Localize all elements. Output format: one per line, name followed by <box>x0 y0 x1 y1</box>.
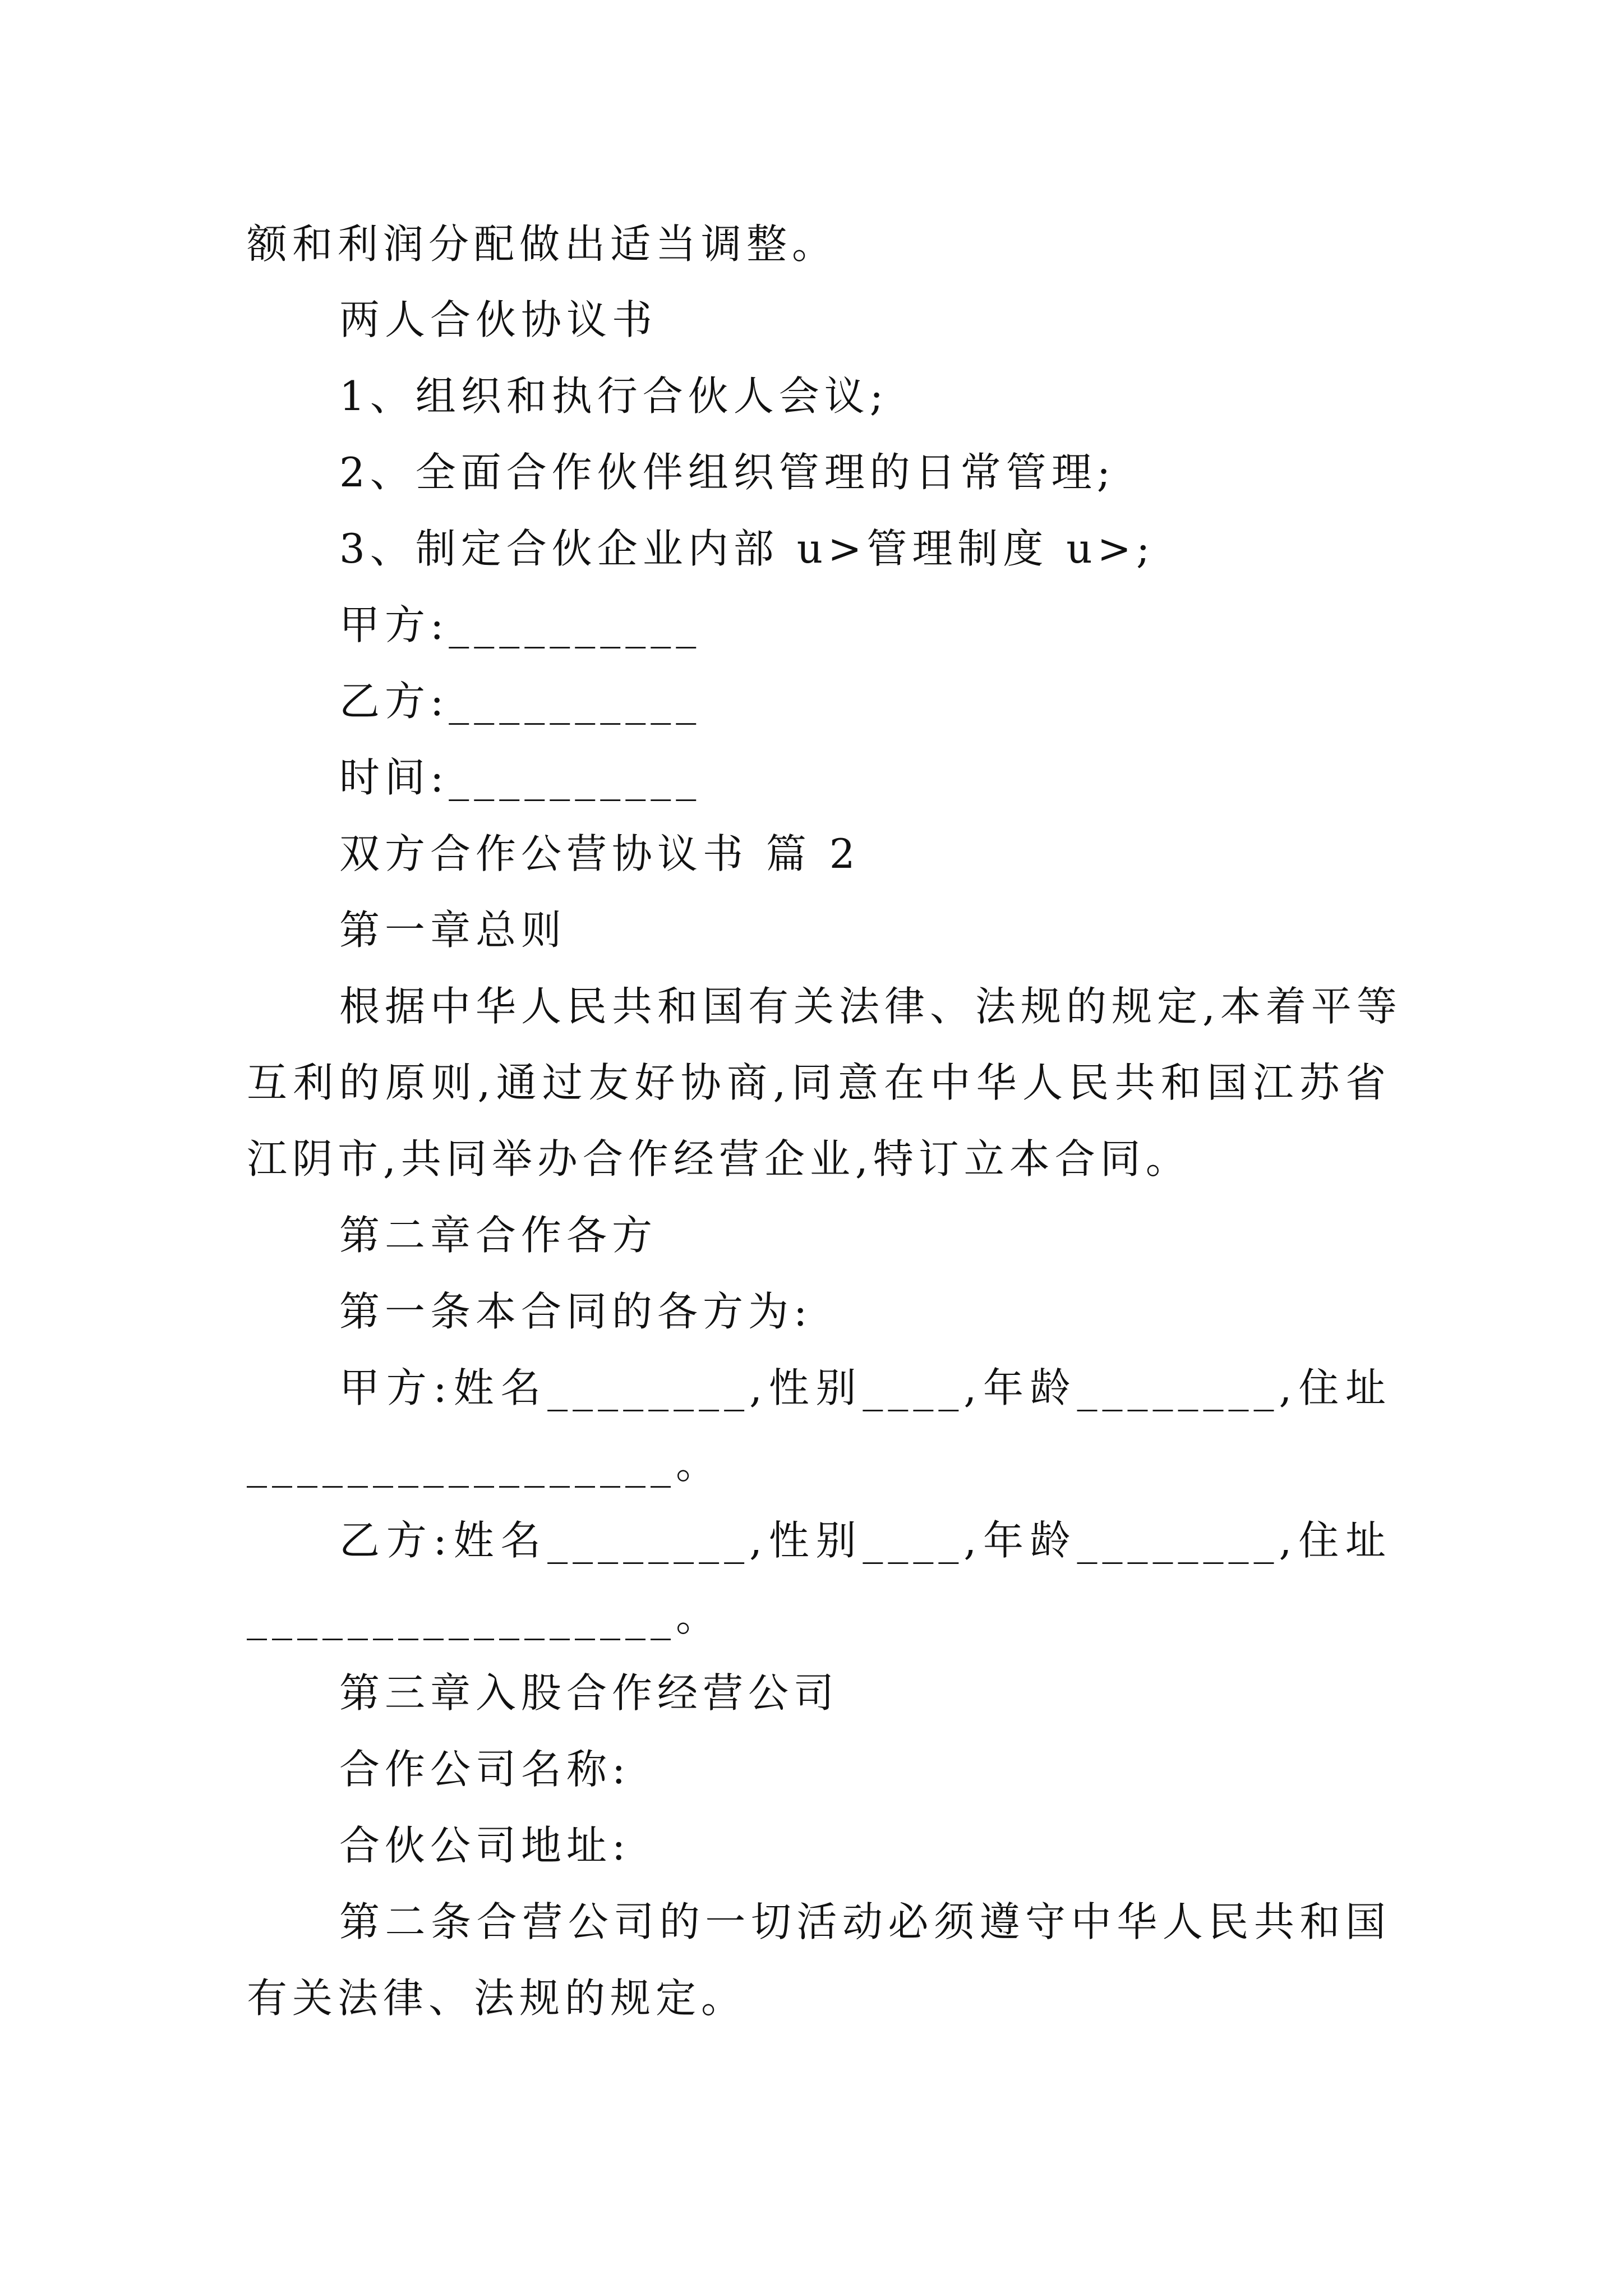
date-field: 时间:__________ <box>339 754 702 801</box>
chapter-heading: 第一章总则 <box>339 907 567 954</box>
text-line: 根据中华人民共和国有关法律、法规的规定,本着平等 <box>339 983 1402 1030</box>
party-b-fields: 乙方:姓名________,性别____,年龄________,住址 <box>339 1517 1391 1564</box>
text-line: 额和利润分配做出适当调整。 <box>247 220 838 268</box>
chapter-heading: 第三章入股合作经营公司 <box>339 1669 840 1717</box>
list-item: 1、组织和执行合伙人会议; <box>339 372 889 420</box>
signature-field: 乙方:__________ <box>339 678 702 725</box>
section-heading: 两人合伙协议书 <box>339 296 658 343</box>
text-line: 江阴市,共同举办合作经营企业,特订立本合同。 <box>247 1135 1191 1182</box>
text-line: 第一条本合同的各方为: <box>339 1288 813 1335</box>
text-line: 合伙公司地址: <box>339 1822 631 1869</box>
list-item: 2、全面合作伙伴组织管理的日常管理; <box>339 449 1116 496</box>
text-line: _________________。 <box>247 1441 721 1488</box>
text-line: 合作公司名称: <box>339 1746 631 1793</box>
chapter-heading: 第二章合作各方 <box>339 1212 658 1259</box>
text-line: 有关法律、法规的规定。 <box>247 1975 747 2022</box>
list-item: 3、制定合伙企业内部 u>管理制度 u>; <box>339 525 1155 572</box>
section-heading: 双方合作公营协议书 篇 2 <box>339 830 860 877</box>
text-line: 互利的原则,通过友好协商,同意在中华人民共和国江苏省 <box>247 1059 1391 1106</box>
text-line: 第二条合营公司的一切活动必须遵守中华人民共和国 <box>339 1898 1391 1945</box>
text-line: _________________。 <box>247 1593 721 1640</box>
party-a-fields: 甲方:姓名________,性别____,年龄________,住址 <box>339 1364 1391 1411</box>
signature-field: 甲方:__________ <box>339 601 702 648</box>
